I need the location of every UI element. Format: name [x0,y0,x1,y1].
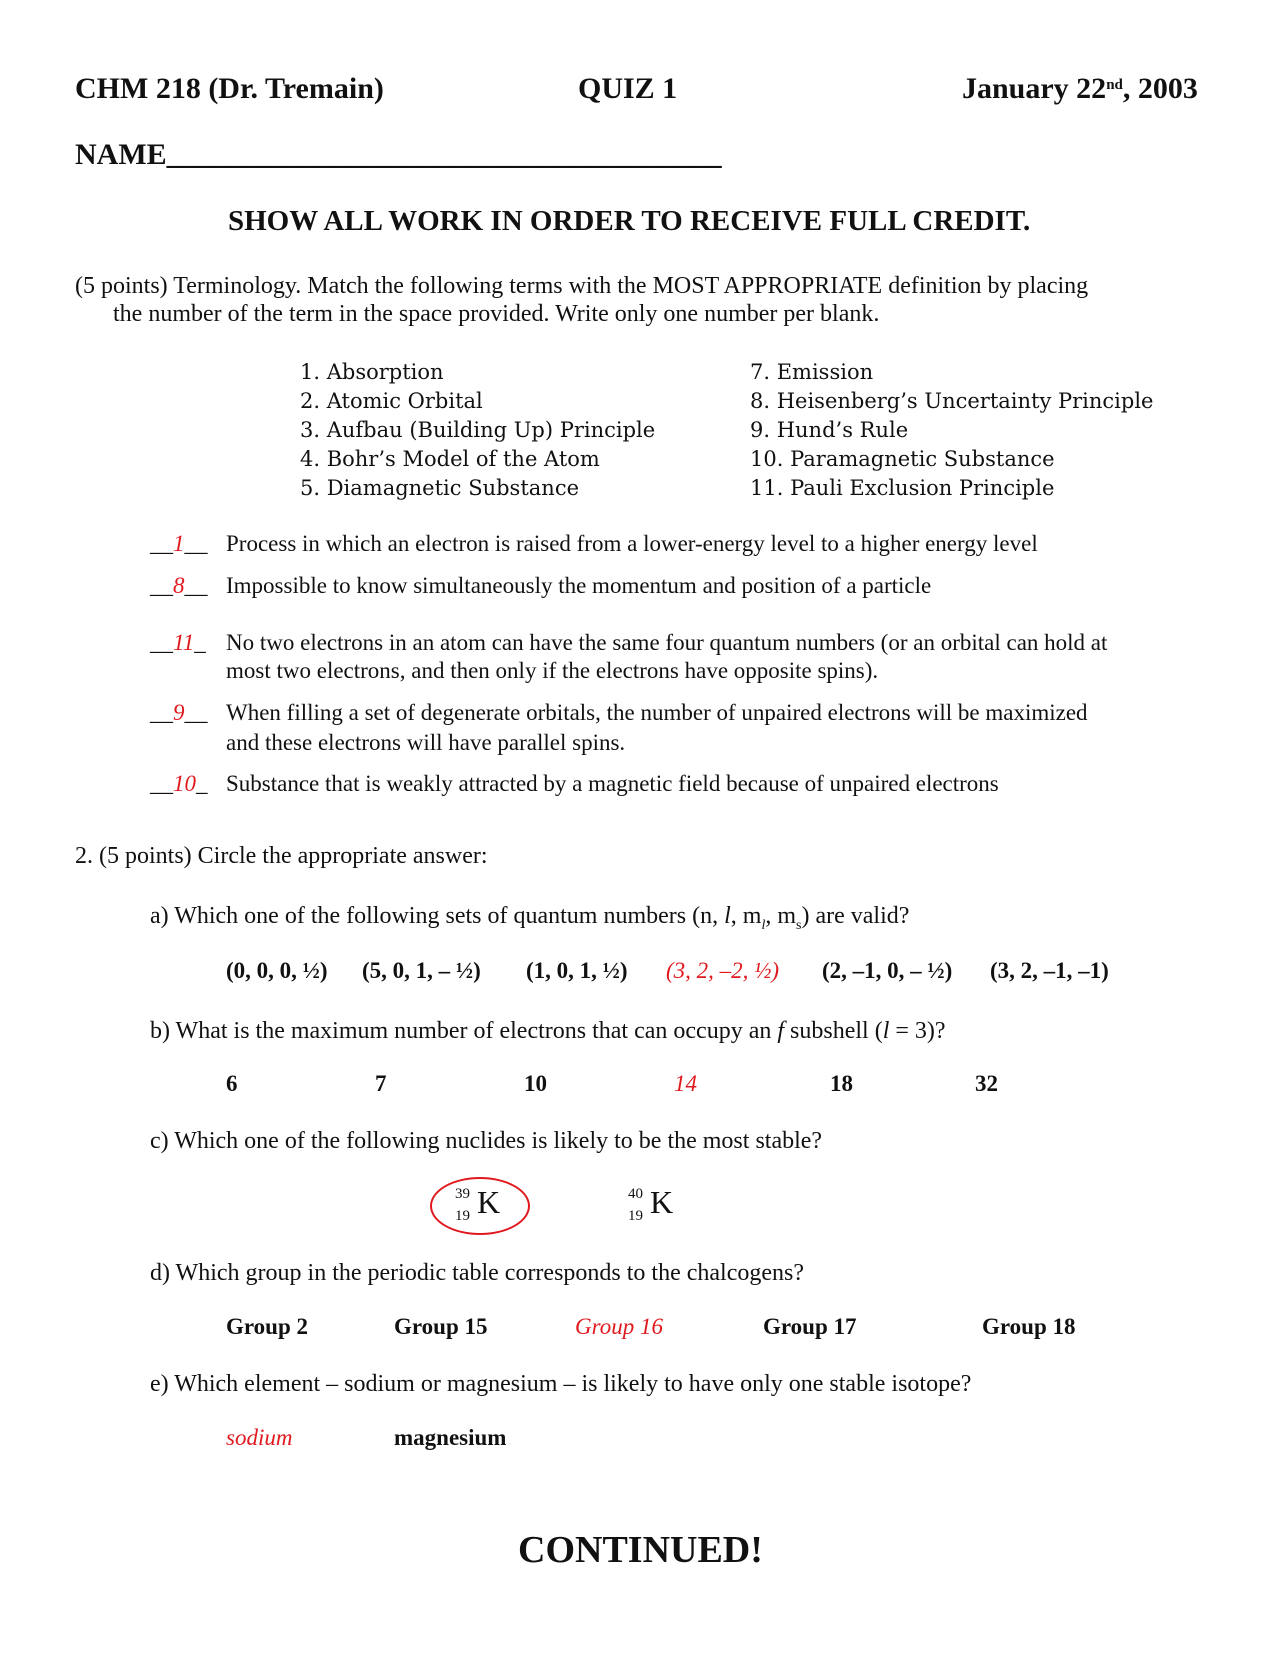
q2a-question: a) Which one of the following sets of quantum numbers (n, l, $m_l$, $m_s$) are valid? [150,903,910,933]
q2b-option[interactable]: 32 [975,1071,998,1096]
q2b-option[interactable]: 7 [375,1071,387,1096]
term-item: 7. Emission [750,360,874,384]
q2a-option[interactable]: (3, 2, –1, –1) [990,958,1109,983]
term-item: 4. Bohr’s Model of the Atom [300,447,600,471]
answer-value: 10 [173,771,196,796]
q2d-question: d) Which group in the periodic table corresponds to the chalcogens? [150,1260,805,1286]
answer-blank[interactable]: __9__ [150,700,208,725]
definition-text: Process in which an electron is raised from a lower-energy level to a higher energy level [226,531,1038,556]
definition-row [150,771,208,797]
q2b-question: b) What is the maximum number of electrons that can occupy an f subshell (l = 3)? [150,1018,946,1044]
q2c-question: c) Which one of the following nuclides is likely to be the most stable? [150,1128,823,1154]
q2a-option[interactable]: (2, –1, 0, – ½) [822,958,953,983]
definition-text: Substance that is weakly attracted by a magnetic field because of unpaired electrons [226,771,999,796]
term-item: 9. Hund’s Rule [750,418,909,442]
definition-row [150,573,208,599]
q2d-option[interactable]: Group 15 [394,1314,488,1339]
mass-number: 39 [455,1186,470,1202]
answer-value: 1 [173,531,185,556]
q1-prompt-line1: (5 points) Terminology. Match the following terms with the MOST APPROPRIATE definition by placing [75,273,1089,299]
answer-value: 9 [173,700,185,725]
element-symbol: K [477,1184,501,1220]
definition-text: Impossible to know simultaneously the momentum and position of a particle [226,573,932,598]
term-item: 5. Diamagnetic Substance [300,476,580,500]
term-item: 2. Atomic Orbital [300,389,483,413]
date-superscript: nd [1106,77,1123,93]
q2e-option[interactable]: magnesium [394,1425,507,1450]
q2b-option[interactable]: 6 [226,1071,238,1096]
date-prefix: January 22 [962,72,1107,105]
term-item: 3. Aufbau (Building Up) Principle [300,418,656,442]
term-item: 8. Heisenberg’s Uncertainty Principle [750,389,1154,413]
answer-value: 8 [173,573,185,598]
answer-blank[interactable]: __1__ [150,531,208,556]
answer-value: 11 [173,630,195,655]
q2a-option[interactable]: (1, 0, 1, ½) [526,958,628,983]
terms-left-list [300,358,655,503]
definition-text: No two electrons in an atom can have the same four quantum numbers (or an orbital can hold at [226,630,1108,655]
instruction-heading: SHOW ALL WORK IN ORDER TO RECEIVE FULL CREDIT. [228,205,1031,237]
atomic-number: 19 [628,1208,643,1224]
answer-blank[interactable]: __11_ [150,630,206,655]
mass-number: 40 [628,1186,643,1202]
q2b-option[interactable]: 18 [830,1071,853,1096]
continued-footer: CONTINUED! [518,1529,763,1571]
quiz-title: QUIZ 1 [578,72,678,105]
q2e-option-selected[interactable]: sodium [226,1425,293,1450]
nuclide-k39[interactable] [452,1182,512,1228]
quiz-date [962,72,1198,106]
definition-row [150,630,206,656]
q2a-option[interactable]: (5, 0, 1, – ½) [362,958,481,983]
q2e-question: e) Which element – sodium or magnesium – is likely to have only one stable isotope? [150,1371,972,1397]
definition-row [150,531,208,557]
q2d-option[interactable]: Group 2 [226,1314,309,1339]
definition-text-cont: and these electrons will have parallel spins. [226,730,626,755]
q2d-option[interactable]: Group 17 [763,1314,857,1339]
q1-prompt-line2: the number of the term in the space provided. Write only one number per blank. [113,301,880,327]
date-suffix: , 2003 [1122,72,1198,105]
atomic-number: 19 [455,1208,470,1224]
answer-blank[interactable]: __8__ [150,573,208,598]
term-item: 1. Absorption [300,360,444,384]
definition-text: When filling a set of degenerate orbitals, the number of unpaired electrons will be maximized [226,700,1088,725]
q2d-option-selected[interactable]: Group 16 [575,1314,663,1339]
term-item: 11. Pauli Exclusion Principle [750,476,1055,500]
q2-prompt: 2. (5 points) Circle the appropriate answer: [75,843,488,869]
definition-row [150,700,208,726]
element-symbol: K [650,1184,674,1220]
definition-text-cont: most two electrons, and then only if the electrons have opposite spins). [226,658,879,683]
q2a-option[interactable]: (0, 0, 0, ½) [226,958,328,983]
q2d-option[interactable]: Group 18 [982,1314,1076,1339]
name-field[interactable]: NAME_____________________________________ [75,138,722,171]
nuclide-k40[interactable] [625,1182,685,1228]
terms-right-list [750,358,1153,503]
q2b-option-selected[interactable]: 14 [674,1071,697,1096]
course-title: CHM 218 (Dr. Tremain) [75,72,384,105]
term-item: 10. Paramagnetic Substance [750,447,1055,471]
q2b-option[interactable]: 10 [524,1071,547,1096]
q2a-option-selected[interactable]: (3, 2, –2, ½) [666,958,780,983]
answer-blank[interactable]: __10_ [150,771,208,796]
